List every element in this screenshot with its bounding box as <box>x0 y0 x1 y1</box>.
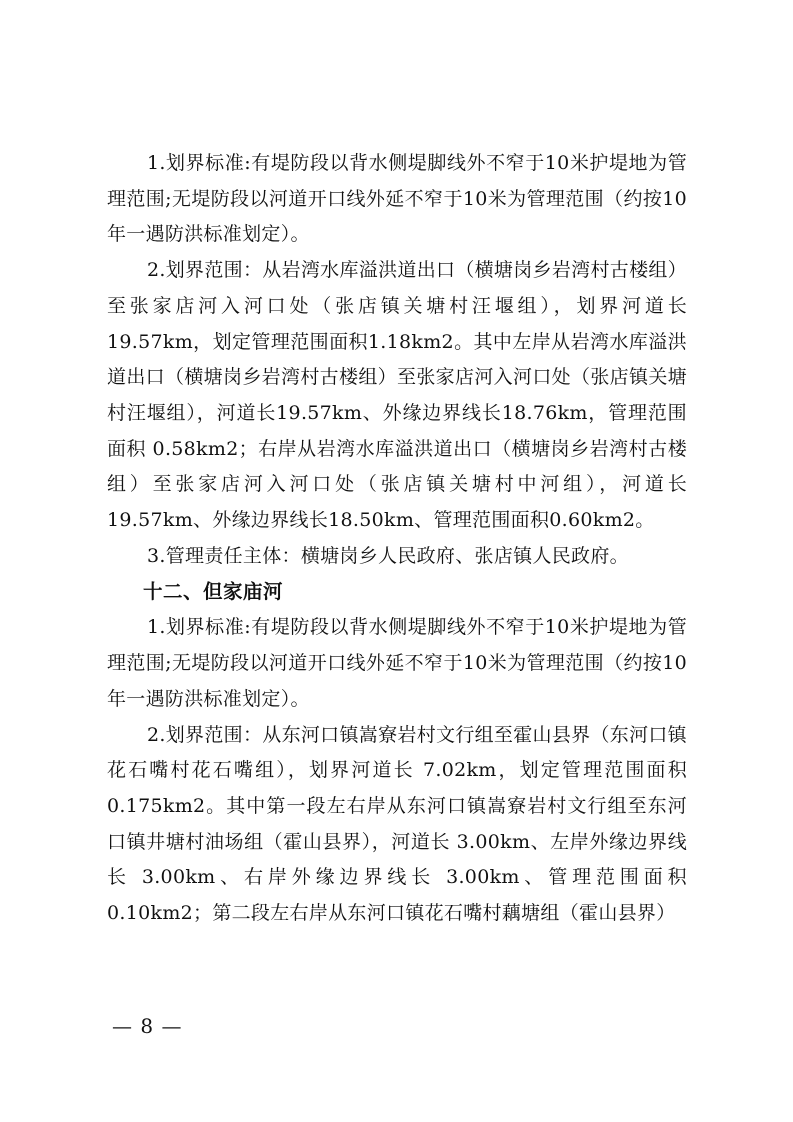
section-heading: 十二、但家庙河 <box>143 580 284 604</box>
paragraph-demarcation-scope-1: 2.划界范围：从岩湾水库溢洪道出口（横塘岗乡岩湾村古楼组）至张家店河入河口处（张店镇关塘村汪堰组），划界河道长19.57km，划定管理范围面积1.18km2。其中左岸从岩湾水库溢洪道出口（横塘岗乡岩湾村古楼组）至张家店河入河口处（张店镇关塘村汪堰组），河道长19.57km、外缘边界线长18.76km，管理范围面积 0.58km2；右岸从岩湾水库溢洪道出口（横塘岗乡岩湾村古楼组）至张家店河入河口处（张店镇关塘村中河组），河道长19.57km、外缘边界线长18.50km、管理范围面积0.60km2。 <box>107 259 687 532</box>
page-number: — 8 — <box>112 1014 183 1038</box>
paragraph-demarcation-standard-2: 1.划界标准:有堤防段以背水侧堤脚线外不窄于10米护堤地为管理范围;无堤防段以河道开口线外延不窄于10米为管理范围（约按10年一遇防洪标准划定）。 <box>107 616 687 710</box>
document-body <box>107 146 687 932</box>
paragraph-demarcation-scope-2: 2.划界范围：从东河口镇嵩寮岩村文行组至霍山县界（东河口镇花石嘴村花石嘴组），划界河道长 7.02km，划定管理范围面积0.175km2。其中第一段左右岸从东河口镇嵩寮岩村文行组至东河口镇井塘村油场组（霍山县界），河道长 3.00km、左岸外缘边界线长 3.00km、右岸外缘边界线长 3.00km、管理范围面积0.10km2；第二段左右岸从东河口镇花石嘴村藕塘组（霍山县界） <box>107 723 687 925</box>
paragraph-responsible-party-1: 3.管理责任主体：横塘岗乡人民政府、张店镇人民政府。 <box>147 544 629 567</box>
paragraph-demarcation-standard-1: 1.划界标准:有堤防段以背水侧堤脚线外不窄于10米护堤地为管理范围;无堤防段以河道开口线外延不窄于10米为管理范围（约按10年一遇防洪标准划定）。 <box>107 152 687 246</box>
